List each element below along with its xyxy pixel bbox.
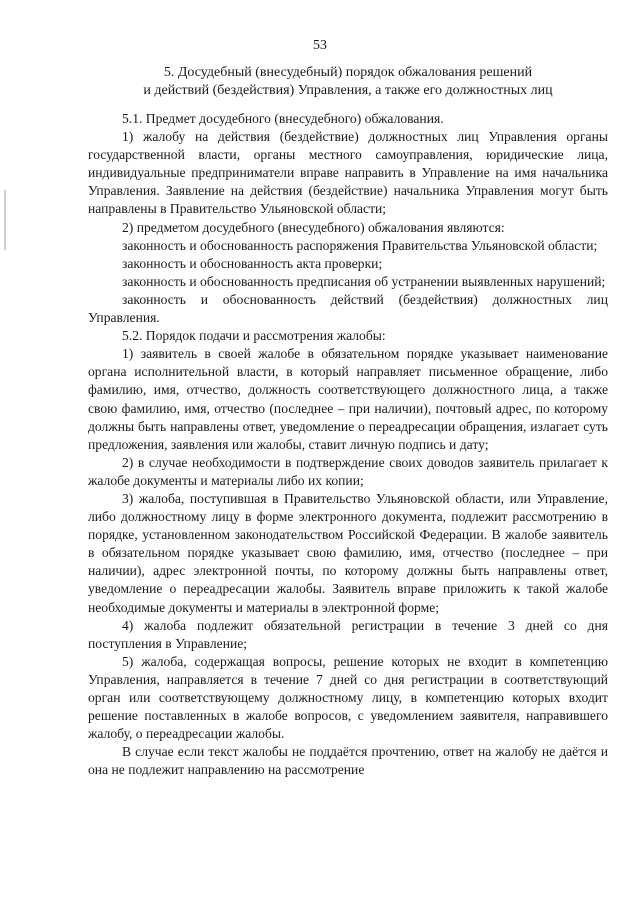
section-heading — [88, 64, 608, 100]
paragraph: 5.1. Предмет досудебного (внесудебного) обжалования. — [122, 111, 444, 126]
paragraph: законность и обоснованность акта проверки; — [122, 255, 383, 271]
paragraph: 5) жалоба, содержащая вопросы, решение которых не входит в компетенцию Управления, направляется в течение 7 дней со дня регистрации в соответствующий орган или соответствующему должностному лицу, в компетенцию которых входит решение поставленных в жалобе вопросов, с уведомлением заявителя, направившего жалобу, о переадресации жалобы. — [88, 653, 608, 742]
paragraph: 1) жалобу на действия (бездействие) должностных лиц Управления органы государственной власти, органы местного самоуправления, юридические лица, индивидуальные предприниматели вправе направить в Управление на имя начальника Управления. Заявление на действия (бездействие) начальника Управления могут быть направлены в Правительство Ульяновской области; — [88, 129, 608, 217]
paragraph: законность и обоснованность распоряжения Правительства Ульяновской области; — [122, 237, 598, 253]
paragraph: 2) в случае необходимости в подтверждение своих доводов заявитель прилагает к жалобе документы и материалы либо их копии; — [88, 454, 608, 488]
paragraph: 4) жалоба подлежит обязательной регистрации в течение 3 дней со дня поступления в Управление; — [88, 617, 608, 651]
document-body — [88, 110, 608, 779]
paragraph: законность и обоснованность предписания об устранении выявленных нарушений; — [122, 273, 606, 289]
paragraph: 2) предметом досудебного (внесудебного) обжалования являются: — [122, 219, 505, 235]
heading-line-1: 5. Досудебный (внесудебный) порядок обжалования решений — [163, 65, 533, 80]
paragraph: 1) заявитель в своей жалобе в обязательном порядке указывает наименование органа исполнительной власти, в который направляет письменное обращение, либо фамилию, имя, отчество, должность соответствующего должностного лица, а также свою фамилию, имя, отчество (последнее – при наличии), почтовый адрес, по которому должны быть направлены ответ, уведомление о переадресации обращения, излагает суть предложения, заявления или жалобы, ставит личную подпись и дату; — [88, 346, 608, 452]
paragraph: В случае если текст жалобы не поддаётся прочтению, ответ на жалобу не даётся и она не подлежит направлению на рассмотрение — [88, 744, 608, 778]
paragraph: законность и обоснованность действий (бездействия) должностных лиц Управления. — [88, 291, 608, 326]
heading-line-2: и действий (бездействия) Управления, а также его должностных лиц — [143, 83, 553, 98]
paragraph: 5.2. Порядок подачи и рассмотрения жалобы: — [122, 328, 386, 344]
paragraph: 3) жалоба, поступившая в Правительство Ульяновской области, или Управление, либо должностному лицу в форме электронного документа, подлежит рассмотрению в порядке, установленном законодательством Российской Федерации. В жалобе заявитель в обязательном порядке указывает свою фамилию, имя, отчество (последнее – при наличии), адрес электронной почты, по которому должны быть направлены ответ, уведомление о переадресации жалобы. Заявитель вправе приложить к такой жалобе необходимые документы и материалы в электронной форме; — [88, 490, 608, 615]
page-number: 53 — [313, 38, 327, 53]
scan-margin-artifact — [4, 190, 6, 250]
